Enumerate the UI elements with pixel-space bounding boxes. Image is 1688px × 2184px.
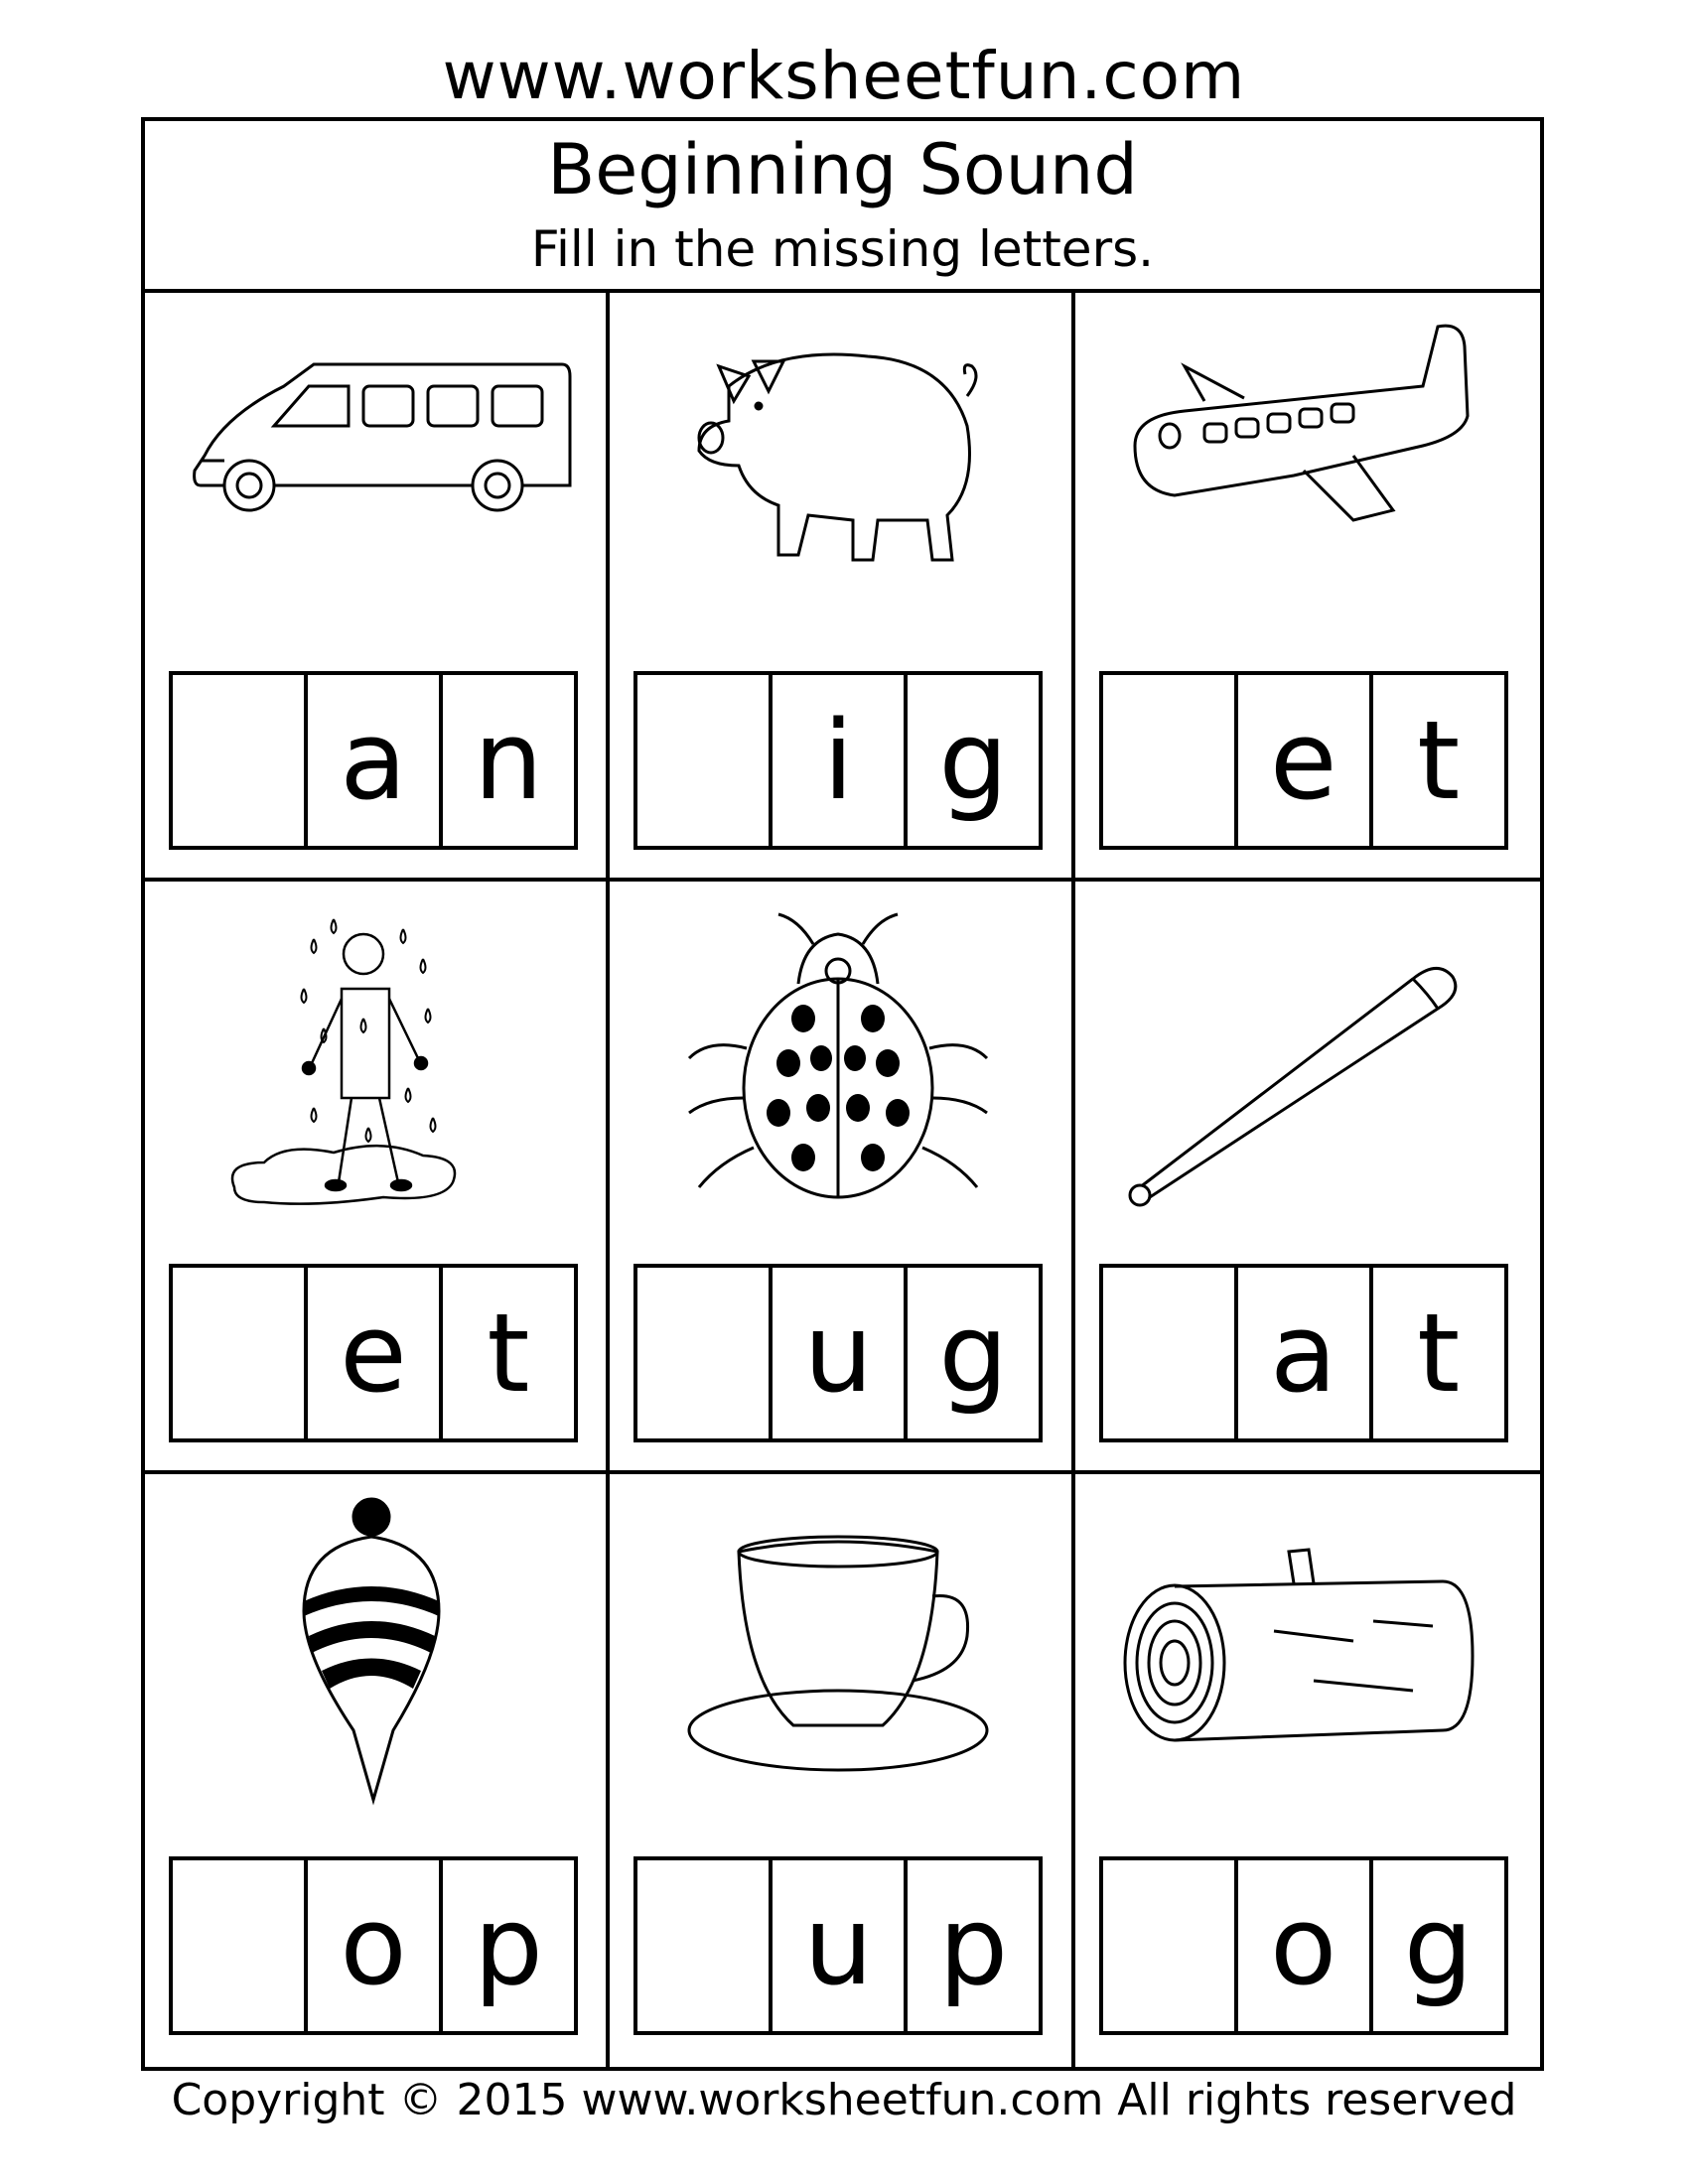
- letter-box: n: [474, 697, 543, 824]
- missing-letter-box[interactable]: [1103, 1268, 1238, 1438]
- letter-box: o: [1238, 1860, 1373, 2031]
- letter-box: p: [474, 1882, 543, 2009]
- missing-letter-box[interactable]: [173, 675, 308, 846]
- item-bug: [610, 882, 1074, 1474]
- item-wet: [145, 882, 610, 1474]
- letter-box: g: [1403, 1882, 1474, 2009]
- page-title: Beginning Sound: [547, 129, 1138, 210]
- bat-icon: [1095, 899, 1512, 1227]
- item-cup: [610, 1474, 1074, 2067]
- letter-box: a: [1238, 1268, 1373, 1438]
- missing-letter-box[interactable]: [173, 1860, 308, 2031]
- wet-person-icon: [165, 899, 582, 1227]
- letter-boxes: [1099, 671, 1508, 850]
- missing-letter-box[interactable]: [1103, 1860, 1238, 2031]
- letter-box: u: [773, 1268, 908, 1438]
- item-log: [1075, 1474, 1540, 2067]
- pig-icon: [630, 307, 1047, 634]
- letter-boxes: [633, 1264, 1043, 1442]
- letter-box: t: [1417, 697, 1461, 824]
- instructions: Fill in the missing letters.: [530, 220, 1155, 278]
- letter-boxes: [1099, 1856, 1508, 2035]
- missing-letter-box[interactable]: [1103, 675, 1238, 846]
- site-url: www.worksheetfun.com: [442, 38, 1246, 114]
- letter-boxes: [169, 1264, 578, 1442]
- worksheet: [141, 117, 1544, 2071]
- jet-icon: [1095, 307, 1512, 634]
- copyright-notice: Copyright © 2015 www.worksheetfun.com All rights reserved: [171, 2075, 1517, 2125]
- picture-grid: [145, 289, 1540, 2067]
- letter-box: g: [938, 1290, 1009, 1417]
- item-bat: [1075, 882, 1540, 1474]
- letter-box: i: [773, 675, 908, 846]
- missing-letter-box[interactable]: [637, 675, 773, 846]
- spinning-top-icon: [165, 1492, 582, 1820]
- letter-box: t: [487, 1290, 530, 1417]
- missing-letter-box[interactable]: [637, 1268, 773, 1438]
- log-icon: [1095, 1492, 1512, 1820]
- missing-letter-box[interactable]: [173, 1268, 308, 1438]
- letter-box: u: [773, 1860, 908, 2031]
- letter-boxes: [169, 671, 578, 850]
- letter-boxes: [633, 1856, 1043, 2035]
- letter-boxes: [1099, 1264, 1508, 1442]
- ladybug-icon: [630, 899, 1047, 1227]
- letter-box: e: [1238, 675, 1373, 846]
- letter-box: g: [938, 697, 1009, 824]
- letter-box: p: [938, 1882, 1009, 2009]
- item-top: [145, 1474, 610, 2067]
- van-icon: [165, 307, 582, 634]
- cup-icon: [630, 1492, 1047, 1820]
- letter-box: t: [1417, 1290, 1461, 1417]
- letter-box: e: [308, 1268, 443, 1438]
- letter-box: a: [308, 675, 443, 846]
- letter-box: o: [308, 1860, 443, 2031]
- item-jet: [1075, 289, 1540, 882]
- worksheet-header: [145, 121, 1540, 293]
- letter-boxes: [169, 1856, 578, 2035]
- item-van: [145, 289, 610, 882]
- letter-boxes: [633, 671, 1043, 850]
- missing-letter-box[interactable]: [637, 1860, 773, 2031]
- item-pig: [610, 289, 1074, 882]
